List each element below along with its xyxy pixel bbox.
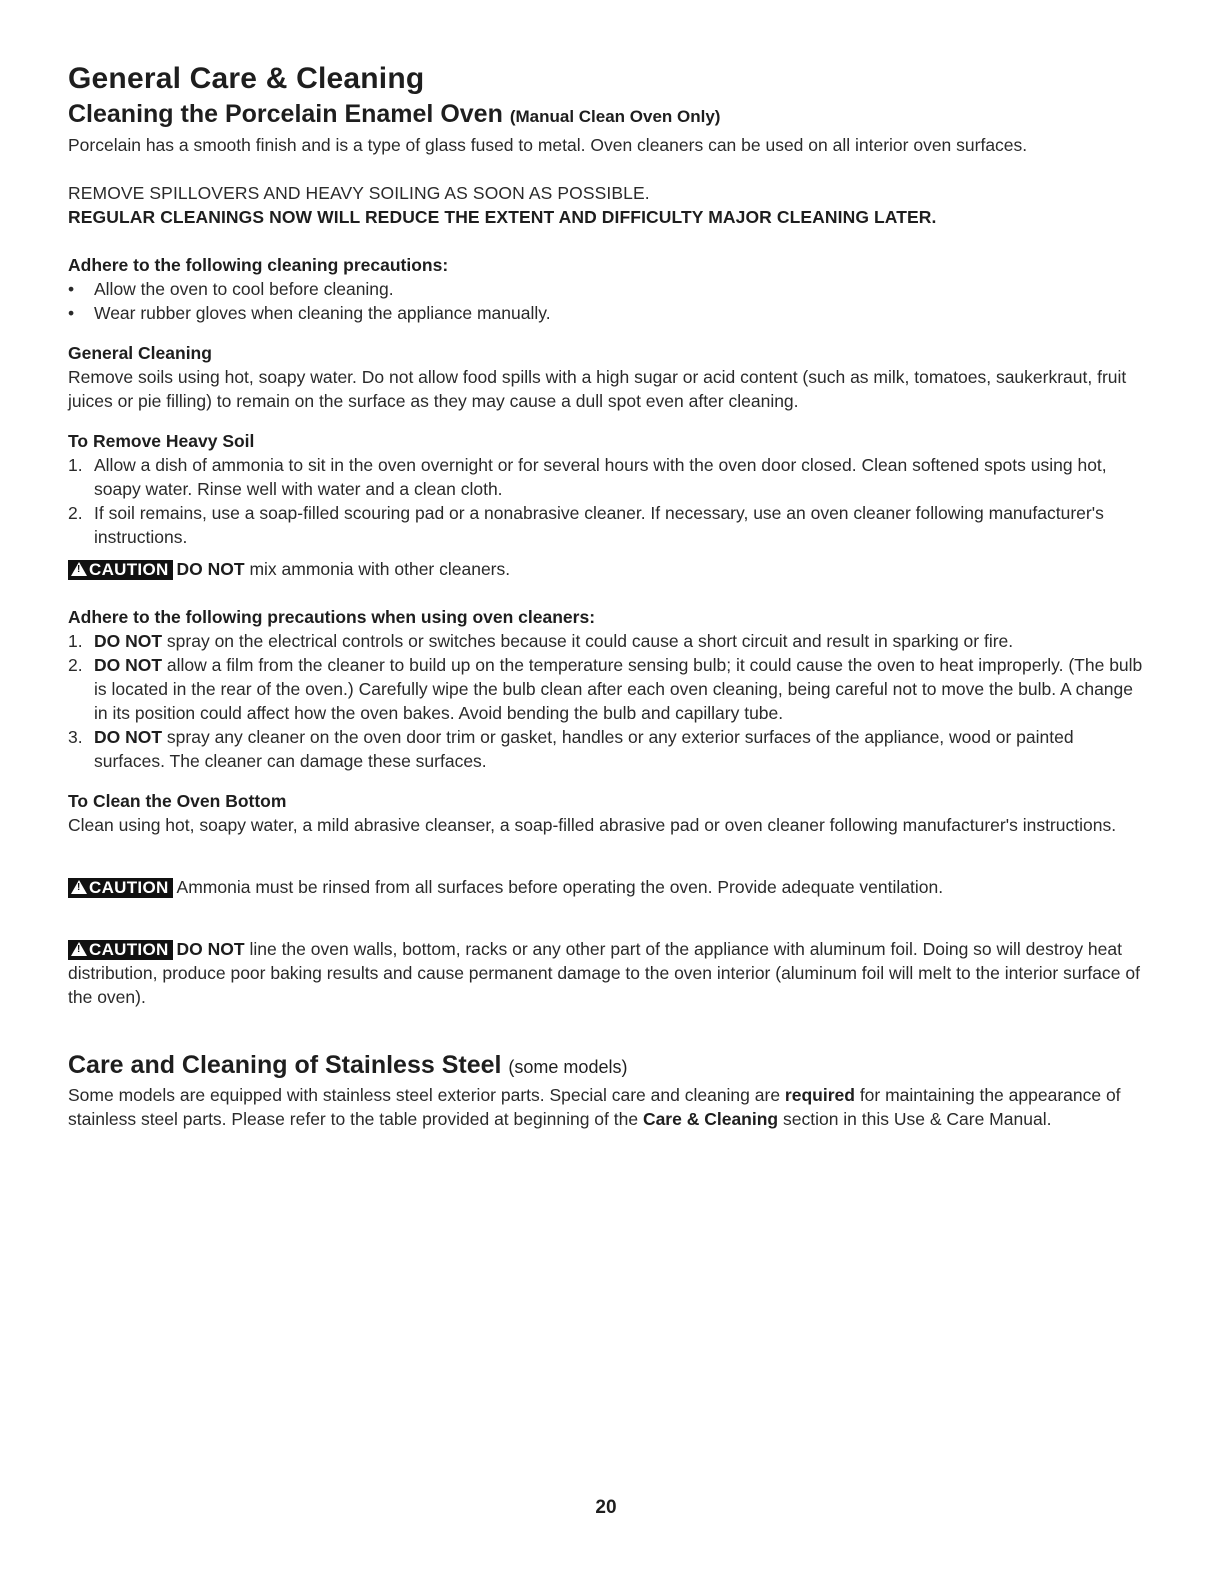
section-heading-stainless — [68, 1049, 1144, 1083]
warning-triangle-icon — [71, 880, 87, 894]
general-cleaning-heading: General Cleaning — [68, 343, 212, 363]
step-number: 3. — [68, 727, 83, 747]
list-item-text: spray on the electrical controls or switches because it could cause a short circuit and result in sparking or fire. — [162, 631, 1014, 651]
caution-bold: DO NOT — [176, 559, 245, 579]
caution-text: Ammonia must be rinsed from all surfaces before operating the oven. Provide adequate ventilation. — [176, 877, 944, 897]
general-cleaning-text: Remove soils using hot, soapy water. Do not allow food spills with a high sugar or acid content (such as milk, tomatoes, saukerkraut, fruit juices or pie filling) to remain on the surface as they may cause a dull spot even after cleaning. — [68, 367, 1127, 411]
step-number: 2. — [68, 503, 83, 523]
caution-bold: DO NOT — [176, 939, 245, 959]
list-item — [68, 725, 1144, 773]
page-title: General Care & Cleaning — [68, 62, 425, 95]
oven-cleaner-precautions-list — [68, 629, 1144, 773]
list-item-text: Allow the oven to cool before cleaning. — [94, 279, 394, 299]
section-heading-porcelain — [68, 98, 1144, 133]
heavy-soil-heading: To Remove Heavy Soil — [68, 431, 255, 451]
bullet-icon: • — [68, 279, 75, 299]
stainless-text-b: for maintaining the appearance of stainless steel parts. Please refer to the table provided at beginning of the — [68, 1085, 1121, 1129]
list-item-text: Allow a dish of ammonia to sit in the oven overnight or for several hours with the oven door closed. Clean softened spots using hot, soapy water. Rinse well with water and a clean cloth. — [94, 455, 1107, 499]
page-content — [68, 60, 1144, 1131]
caution-ammonia-mix — [68, 557, 1144, 581]
step-number: 2. — [68, 655, 83, 675]
oven-bottom-text: Clean using hot, soapy water, a mild abrasive cleanser, a soap-filled abrasive pad or oven cleaner following manufacturer's instructions. — [68, 815, 1117, 835]
list-item-bold: DO NOT — [94, 727, 163, 747]
list-item-bold: DO NOT — [94, 655, 163, 675]
list-item — [68, 653, 1144, 725]
caution-label: CAUTION — [89, 940, 169, 959]
stainless-text-care-cleaning: Care & Cleaning — [642, 1109, 779, 1129]
precautions-heading: Adhere to the following cleaning precautions: — [68, 255, 449, 275]
list-item-bold: DO NOT — [94, 631, 163, 651]
remove-notice: REMOVE SPILLOVERS AND HEAVY SOILING AS SOON AS POSSIBLE. — [68, 183, 650, 203]
list-item-text: Wear rubber gloves when cleaning the appliance manually. — [94, 303, 551, 323]
page-number: 20 — [595, 1497, 617, 1518]
section-heading-porcelain-text: Cleaning the Porcelain Enamel Oven — [68, 100, 503, 128]
caution-label: CAUTION — [89, 878, 169, 897]
step-number: 1. — [68, 631, 83, 651]
list-item-text: spray any cleaner on the oven door trim or gasket, handles or any exterior surfaces of the appliance, wood or painted surfaces. The cleaner can damage these surfaces. — [94, 727, 1074, 771]
caution-text: line the oven walls, bottom, racks or any other part of the appliance with aluminum foil. Doing so will destroy heat distribution, produce poor baking results and cause permanent damage to the oven interior (aluminum foil will melt to the interior surface of the oven). — [68, 939, 1140, 1007]
caution-label: CAUTION — [89, 560, 169, 579]
list-item — [68, 501, 1144, 549]
oven-cleaner-precautions-heading: Adhere to the following precautions when using oven cleaners: — [68, 607, 596, 627]
list-item — [68, 277, 1144, 301]
step-number: 1. — [68, 455, 83, 475]
precautions-list — [68, 277, 1144, 325]
porcelain-intro: Porcelain has a smooth finish and is a type of glass fused to metal. Oven cleaners can be used on all interior oven surfaces. — [68, 135, 1028, 155]
caution-ammonia-rinse — [68, 875, 1144, 899]
regular-cleaning-notice: REGULAR CLEANINGS NOW WILL REDUCE THE EXTENT AND DIFFICULTY MAJOR CLEANING LATER. — [68, 207, 937, 227]
list-item — [68, 301, 1144, 325]
caution-badge — [68, 560, 173, 580]
heavy-soil-steps — [68, 453, 1144, 549]
stainless-text-required: required — [784, 1085, 855, 1105]
list-item — [68, 453, 1144, 501]
caution-text: mix ammonia with other cleaners. — [244, 559, 511, 579]
oven-bottom-heading: To Clean the Oven Bottom — [68, 791, 287, 811]
caution-badge — [68, 878, 173, 898]
stainless-text-c: section in this Use & Care Manual. — [778, 1109, 1052, 1129]
list-item-text: allow a film from the cleaner to build up on the temperature sensing bulb; it could cause the oven to heat improperly. (The bulb is located in the rear of the oven.) Carefully wipe the bulb clean after each oven cleaning, being careful not to move the bulb. A change in its position could affect how the oven bakes. Avoid bending the bulb and capillary tube. — [94, 655, 1143, 723]
stainless-text — [68, 1083, 1144, 1131]
caution-aluminum-foil — [68, 937, 1144, 1009]
warning-triangle-icon — [71, 942, 87, 956]
section-heading-stainless-text: Care and Cleaning of Stainless Steel — [68, 1051, 502, 1079]
list-item — [68, 629, 1144, 653]
caution-badge — [68, 940, 173, 960]
warning-triangle-icon — [71, 562, 87, 576]
list-item-text: If soil remains, use a soap-filled scouring pad or a nonabrasive cleaner. If necessary, use an oven cleaner following manufacturer's instructions. — [94, 503, 1104, 547]
stainless-text-a: Some models are equipped with stainless steel exterior parts. Special care and cleaning are — [68, 1085, 785, 1105]
bullet-icon: • — [68, 303, 75, 323]
section-heading-porcelain-note: (Manual Clean Oven Only) — [509, 107, 721, 126]
section-heading-stainless-note: (some models) — [508, 1057, 628, 1077]
